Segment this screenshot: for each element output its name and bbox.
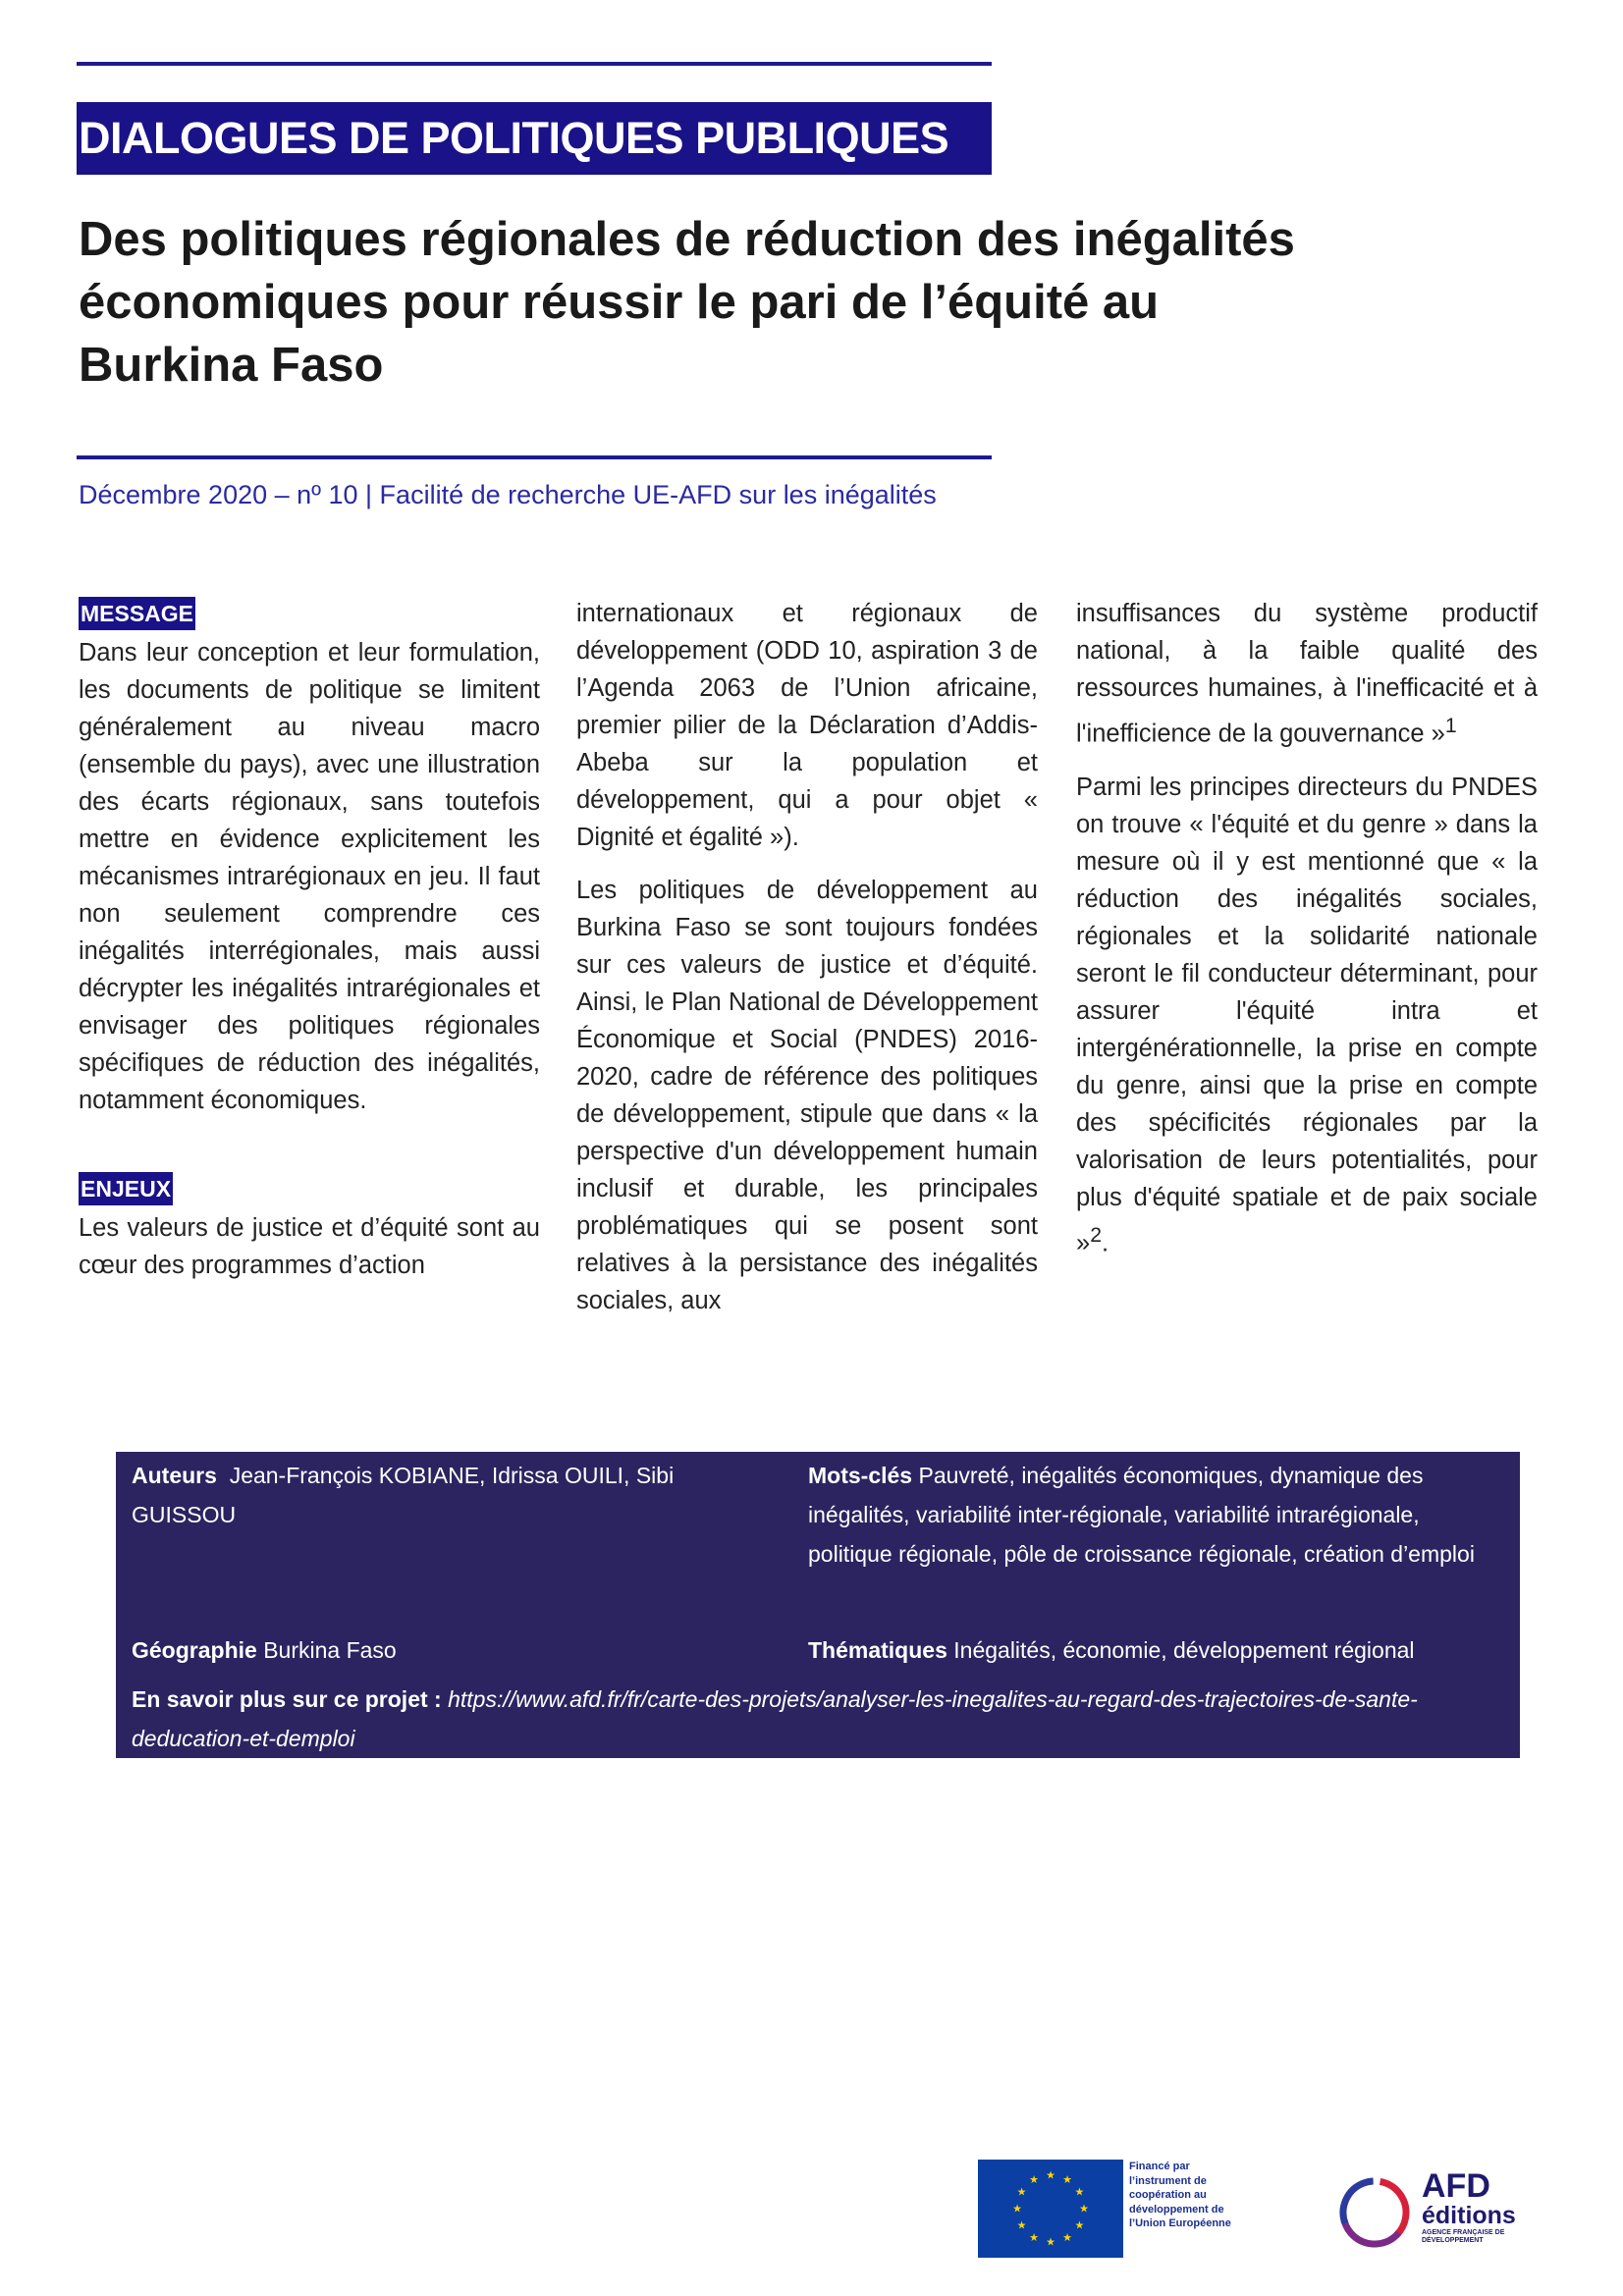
geography <box>132 1630 397 1670</box>
enjeux-label: ENJEUX <box>79 1172 173 1205</box>
eu-star: ★ <box>1074 2219 1085 2232</box>
footnote-ref[interactable]: 2 <box>1090 1222 1103 1247</box>
authors <box>132 1456 780 1534</box>
column-2-paragraph: Les politiques de développement au Burkina Faso se sont toujours fondées sur ces valeurs de justice et d’équité. Ainsi, le Plan National de Développement Économique et Social (PNDES) 2016-2020, cadre de référence des politiques de développement, stipule que dans « la perspective d'un développement humain inclusif et durable, les principales problématiques qui se posent sont relatives à la persistance des inégalités sociales, aux <box>576 877 1038 1314</box>
authors-value: Jean-François KOBIANE, Idrissa OUILI, Sibi GUISSOU <box>132 1463 675 1527</box>
eu-star: ★ <box>1046 2169 1055 2182</box>
eu-star: ★ <box>1012 2203 1022 2216</box>
eu-star: ★ <box>1062 2174 1072 2187</box>
afd-editions: éditions <box>1422 2202 1516 2229</box>
column-3-paragraph <box>1076 595 1538 753</box>
geography-value: Burkina Faso <box>263 1637 397 1663</box>
eu-funding-text: Financé par l’instrument de coopération au développement de l’Union Européenne <box>1129 2161 1231 2229</box>
column-3 <box>1076 595 1538 1277</box>
paragraph-end: . <box>1102 1229 1109 1256</box>
paragraph-text: Parmi les principes directeurs du PNDES on trouve « l'équité et du genre » dans la mesure où il y est mentionné que « la réduction des inégalités sociales, régionales et la solidarité nationale seront le fil conducteur déterminant, pour assurer l'équité intra et intergénérationnelle, la prise en compte du genre, ainsi que la prise en compte des spécificités régionales par la valorisation de leurs potentialités, pour plus d'équité spatiale et de paix sociale » <box>1076 773 1538 1256</box>
themes-label: Thématiques <box>808 1637 947 1663</box>
eu-star: ★ <box>1016 2186 1027 2199</box>
page-title <box>79 208 1453 397</box>
message-text: Dans leur conception et leur formulation, les documents de politique se limitent généralement au niveau macro (ensemble du pays), avec une illustration des écarts régionaux, sans toutefois mettre en évidence explicitement les mécanismes intrarégionaux en jeu. Il faut non seulement comprendre ces inégalités interrégionales, mais aussi décrypter les inégalités intrarégionales et envisager des politiques régionales spécifiques de réduction des inégalités, notamment économiques. <box>79 639 540 1114</box>
eu-star: ★ <box>1016 2219 1027 2232</box>
series-title: DIALOGUES DE POLITIQUES PUBLIQUES <box>77 102 992 175</box>
eu-star: ★ <box>1079 2203 1089 2216</box>
project-link-label: En savoir plus sur ce projet : <box>132 1686 442 1712</box>
afd-logo-icon <box>1335 2173 1414 2252</box>
issue-meta: Décembre 2020 – nº 10 | Facilité de recherche UE-AFD sur les inégalités <box>79 480 937 509</box>
paragraph-text: insuffisances du système productif national, à la faible qualité des ressources humaines, à l'inefficacité et à l'inefficience de la gouvernance » <box>1076 600 1538 748</box>
themes <box>808 1630 1415 1670</box>
title-line: économiques pour réussir le pari de l’équité au <box>79 276 1160 329</box>
info-box <box>116 1452 1520 1758</box>
footnote-ref[interactable]: 1 <box>1444 714 1457 737</box>
column-3-paragraph <box>1076 769 1538 1262</box>
keywords-value: Pauvreté, inégalités économiques, dynamique des inégalités, variabilité inter-régionale, variabilité intrarégionale, politique régionale, pôle de croissance régionale, création d’emploi <box>808 1463 1475 1567</box>
title-rule <box>77 455 992 459</box>
geography-label: Géographie <box>132 1637 257 1663</box>
top-rule <box>77 62 992 66</box>
themes-value: Inégalités, économie, développement régional <box>953 1637 1415 1663</box>
project-link-url[interactable]: https://www.afd.fr/fr/carte-des-projets/analyser-les-inegalites-au-regard-des-trajectoires-de-sante-deducation-et-demploi <box>132 1686 1418 1751</box>
message-label: MESSAGE <box>79 597 195 630</box>
eu-star: ★ <box>1074 2186 1085 2199</box>
authors-label: Auteurs <box>132 1463 217 1488</box>
eu-star: ★ <box>1062 2231 1072 2244</box>
eu-star: ★ <box>1029 2231 1039 2244</box>
column-2-paragraph: internationaux et régionaux de développement (ODD 10, aspiration 3 de l’Agenda 2063 de l’Union africaine, premier pilier de la Déclaration d’Addis-Abeba sur la population et développement, qui a pour objet « Dignité et égalité »). <box>576 600 1038 851</box>
column-2 <box>576 595 1038 1335</box>
enjeux-text: Les valeurs de justice et d’équité sont au cœur des programmes d’action <box>79 1214 540 1279</box>
keywords-label: Mots-clés <box>808 1463 913 1488</box>
eu-star: ★ <box>1029 2174 1039 2187</box>
afd-tagline: AGENCE FRANÇAISE DE DÉVELOPPEMENT <box>1422 2229 1505 2244</box>
keywords <box>808 1456 1495 1574</box>
eu-star: ★ <box>1046 2236 1055 2249</box>
afd-name: AFD <box>1422 2167 1490 2205</box>
title-line: Burkina Faso <box>79 339 384 392</box>
eu-flag-logo <box>978 2160 1123 2258</box>
title-line: Des politiques régionales de réduction des inégalités <box>79 213 1295 266</box>
project-link <box>132 1680 1506 1758</box>
column-1 <box>79 595 540 1284</box>
